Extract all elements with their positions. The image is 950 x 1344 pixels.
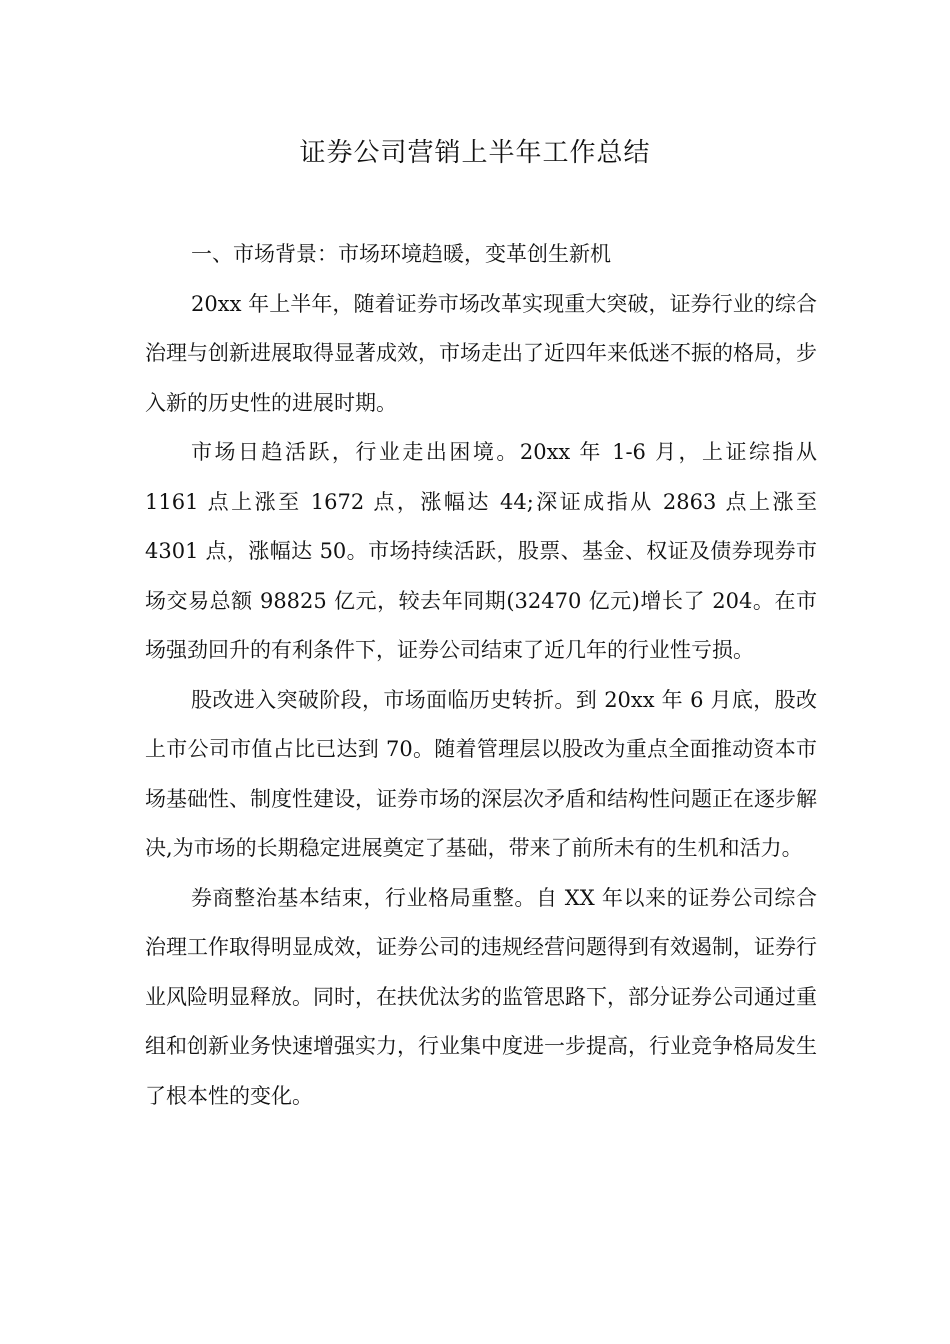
paragraph: 市场日趋活跃，行业走出困境。20xx 年 1-6 月，上证综指从 1161 点上涨至 1672 点，涨幅达 44;深证成指从 2863 点上涨至 4301 点，涨幅达 50。市场持续活跃，股票、基金、权证及债券现券市场交易总额 98825 亿元，较去年同期(32470 亿元)增长了 204。在市场强劲回升的有利条件下，证券公司结束了近几年的行业性亏损。 (145, 440, 817, 662)
paragraph: 20xx 年上半年，随着证券市场改革实现重大突破，证券行业的综合治理与创新进展取得显著成效，市场走出了近四年来低迷不振的格局，步入新的历史性的进展时期。 (145, 291, 817, 415)
document-title: 证券公司营销上半年工作总结 (299, 138, 651, 168)
paragraph: 券商整治基本结束，行业格局重整。自 XX 年以来的证券公司综合治理工作取得明显成效，证券公司的违规经营问题得到有效遏制，证券行业风险明显释放。同时，在扶优汰劣的监管思路下，部分证券公司通过重组和创新业务快速增强实力，行业集中度进一步提高，行业竞争格局发生了根本性的变化。 (145, 885, 817, 1108)
paragraph: 股改进入突破阶段，市场面临历史转折。到 20xx 年 6 月底，股改上市公司市值占比已达到 70。随着管理层以股改为重点全面推动资本市场基础性、制度性建设，证券市场的深层次矛盾和结构性问题正在逐步解决,为市场的长期稳定进展奠定了基础，带来了前所未有的生机和活力。 (145, 687, 817, 860)
document-body (145, 230, 817, 1121)
section-heading: 一、市场背景：市场环境趋暖，变革创生新机 (191, 242, 611, 266)
